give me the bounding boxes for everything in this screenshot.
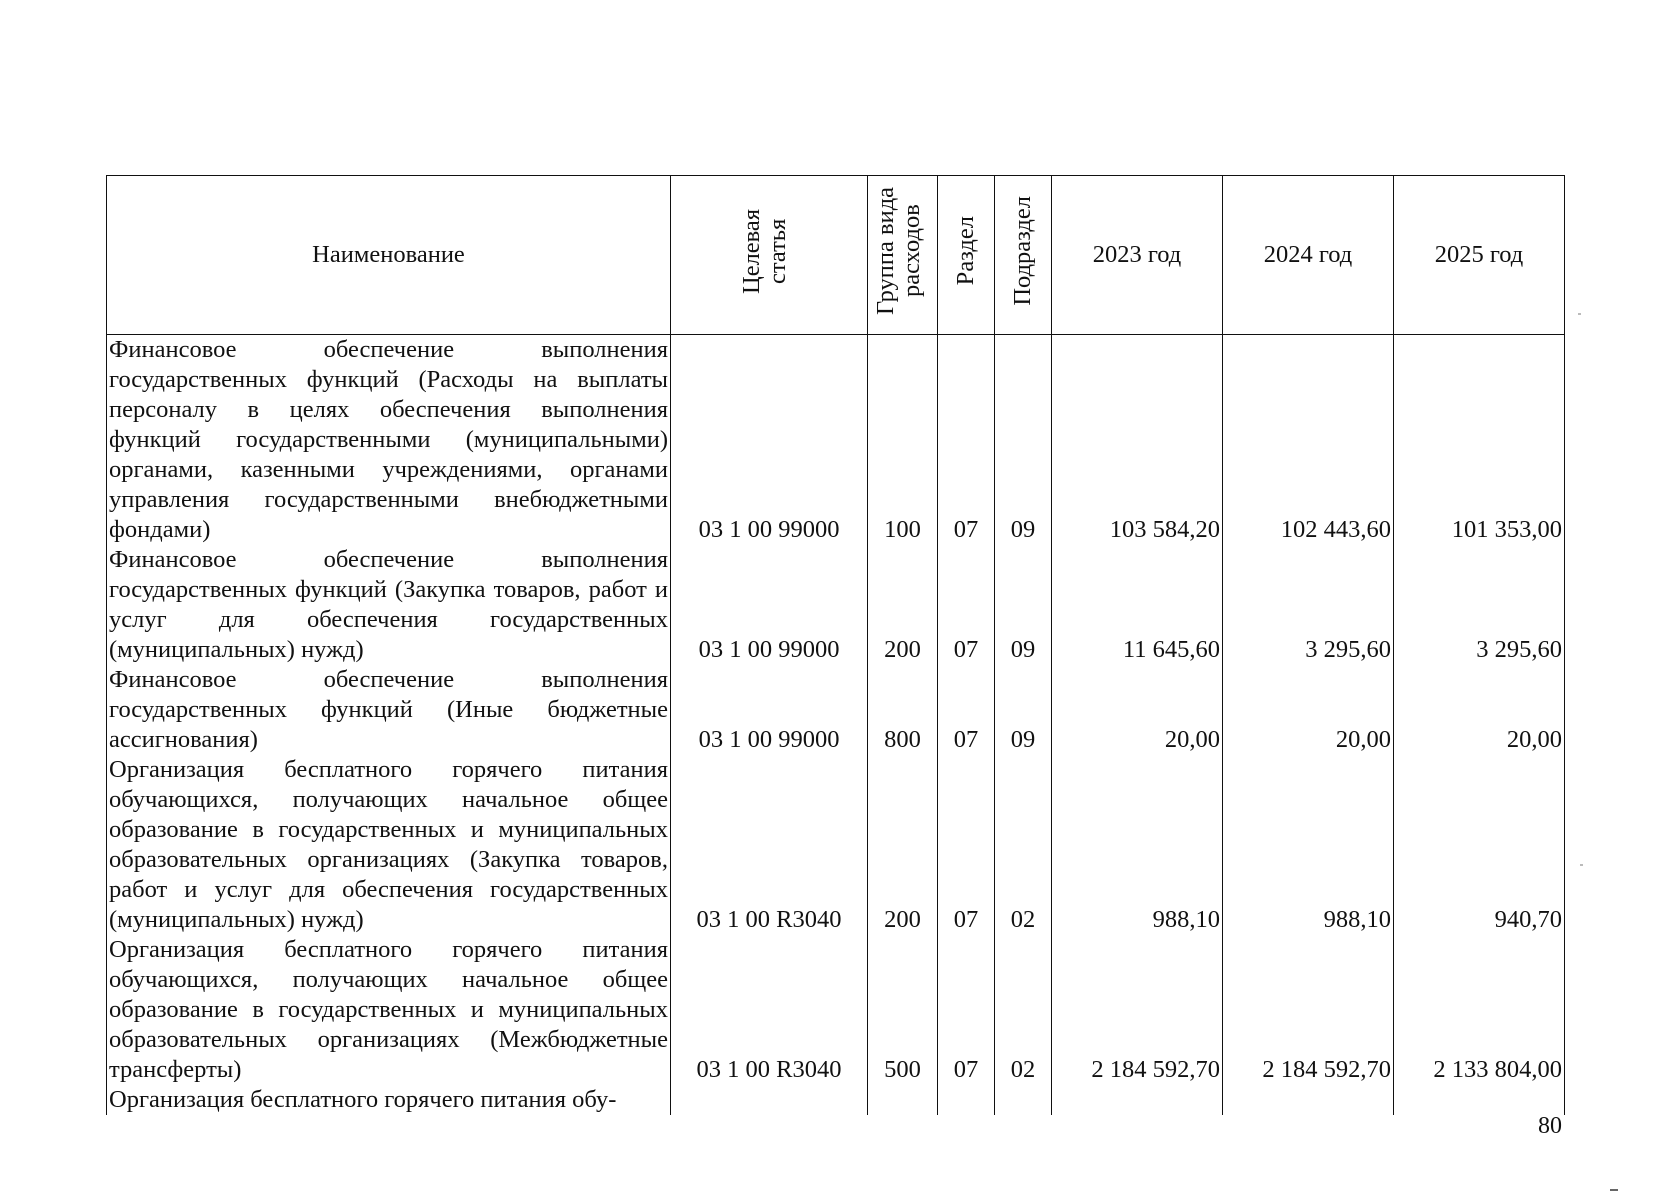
header-target-article: Целевая статья bbox=[671, 176, 868, 335]
row-name: Финансовое обеспечение выполнения государственных функций (Расходы на выплаты персоналу в целях обеспечения выполнения функций государственными (муниципальными) органами, казенными учреждениями, органами управления государственными внебюджетными фондами) bbox=[107, 335, 671, 546]
table-row bbox=[107, 755, 1565, 935]
row-section: 07 bbox=[938, 935, 995, 1085]
scan-speck bbox=[1610, 1189, 1618, 1191]
row-year-2025: 940,70 bbox=[1394, 755, 1565, 935]
row-year-2025: 2 133 804,00 bbox=[1394, 935, 1565, 1085]
row-year-2023: 103 584,20 bbox=[1052, 335, 1223, 546]
row-section: 07 bbox=[938, 335, 995, 546]
row-year-2024: 20,00 bbox=[1223, 665, 1394, 755]
row-name: Организация бесплатного горячего питания обучающихся, получающих начальное общее образование в государственных и муниципальных образовательных организациях (Закупка товаров, работ и услуг для обеспечения государственных (муниципальных) нужд) bbox=[107, 755, 671, 935]
row-target-article: 03 1 00 99000 bbox=[671, 335, 868, 546]
header-row bbox=[107, 176, 1565, 335]
table-row-continued bbox=[107, 1085, 1565, 1115]
row-subsection: 02 bbox=[995, 935, 1052, 1085]
table-body bbox=[107, 335, 1565, 1116]
header-name: Наименование bbox=[107, 176, 671, 335]
row-year-2025: 20,00 bbox=[1394, 665, 1565, 755]
table-row bbox=[107, 935, 1565, 1085]
row-year-2023: 988,10 bbox=[1052, 755, 1223, 935]
row-subsection: 02 bbox=[995, 755, 1052, 935]
row-section: 07 bbox=[938, 665, 995, 755]
scan-speck bbox=[1578, 313, 1581, 315]
row-name: Финансовое обеспечение выполнения государственных функций (Закупка товаров, работ и услуг для обеспечения государственных (муниципальных) нужд) bbox=[107, 545, 671, 665]
row-expense-group: 100 bbox=[868, 335, 938, 546]
row-year-2023: 11 645,60 bbox=[1052, 545, 1223, 665]
row-target-article: 03 1 00 99000 bbox=[671, 545, 868, 665]
page-number: 80 bbox=[1538, 1113, 1562, 1139]
empty-cell bbox=[1394, 1085, 1565, 1115]
row-expense-group: 800 bbox=[868, 665, 938, 755]
header-year-2025: 2025 год bbox=[1394, 176, 1565, 335]
row-year-2025: 3 295,60 bbox=[1394, 545, 1565, 665]
row-expense-group: 500 bbox=[868, 935, 938, 1085]
row-target-article: 03 1 00 R3040 bbox=[671, 935, 868, 1085]
row-name-fragment: Организация бесплатного горячего питания обу- bbox=[107, 1085, 671, 1115]
row-name: Организация бесплатного горячего питания обучающихся, получающих начальное общее образование в государственных и муниципальных образовательных организациях (Межбюджетные трансферты) bbox=[107, 935, 671, 1085]
empty-cell bbox=[995, 1085, 1052, 1115]
row-target-article: 03 1 00 99000 bbox=[671, 665, 868, 755]
row-subsection: 09 bbox=[995, 545, 1052, 665]
row-name: Финансовое обеспечение выполнения государственных функций (Иные бюджетные ассигнования) bbox=[107, 665, 671, 755]
header-section: Раздел bbox=[938, 176, 995, 335]
empty-cell bbox=[1052, 1085, 1223, 1115]
row-subsection: 09 bbox=[995, 665, 1052, 755]
table-row bbox=[107, 665, 1565, 755]
empty-cell bbox=[1223, 1085, 1394, 1115]
row-expense-group: 200 bbox=[868, 545, 938, 665]
table-header bbox=[107, 176, 1565, 335]
row-expense-group: 200 bbox=[868, 755, 938, 935]
table-row bbox=[107, 545, 1565, 665]
row-section: 07 bbox=[938, 545, 995, 665]
row-subsection: 09 bbox=[995, 335, 1052, 546]
empty-cell bbox=[868, 1085, 938, 1115]
row-section: 07 bbox=[938, 755, 995, 935]
header-year-2023: 2023 год bbox=[1052, 176, 1223, 335]
row-year-2023: 2 184 592,70 bbox=[1052, 935, 1223, 1085]
row-year-2024: 102 443,60 bbox=[1223, 335, 1394, 546]
table-row bbox=[107, 335, 1565, 546]
budget-expenses-table bbox=[106, 175, 1565, 1115]
header-subsection: Подраздел bbox=[995, 176, 1052, 335]
header-expense-group: Группа вида расходов bbox=[868, 176, 938, 335]
row-year-2024: 2 184 592,70 bbox=[1223, 935, 1394, 1085]
empty-cell bbox=[938, 1085, 995, 1115]
empty-cell bbox=[671, 1085, 868, 1115]
row-year-2024: 3 295,60 bbox=[1223, 545, 1394, 665]
row-year-2024: 988,10 bbox=[1223, 755, 1394, 935]
scan-speck bbox=[1580, 864, 1583, 866]
row-year-2025: 101 353,00 bbox=[1394, 335, 1565, 546]
row-year-2023: 20,00 bbox=[1052, 665, 1223, 755]
row-target-article: 03 1 00 R3040 bbox=[671, 755, 868, 935]
header-year-2024: 2024 год bbox=[1223, 176, 1394, 335]
